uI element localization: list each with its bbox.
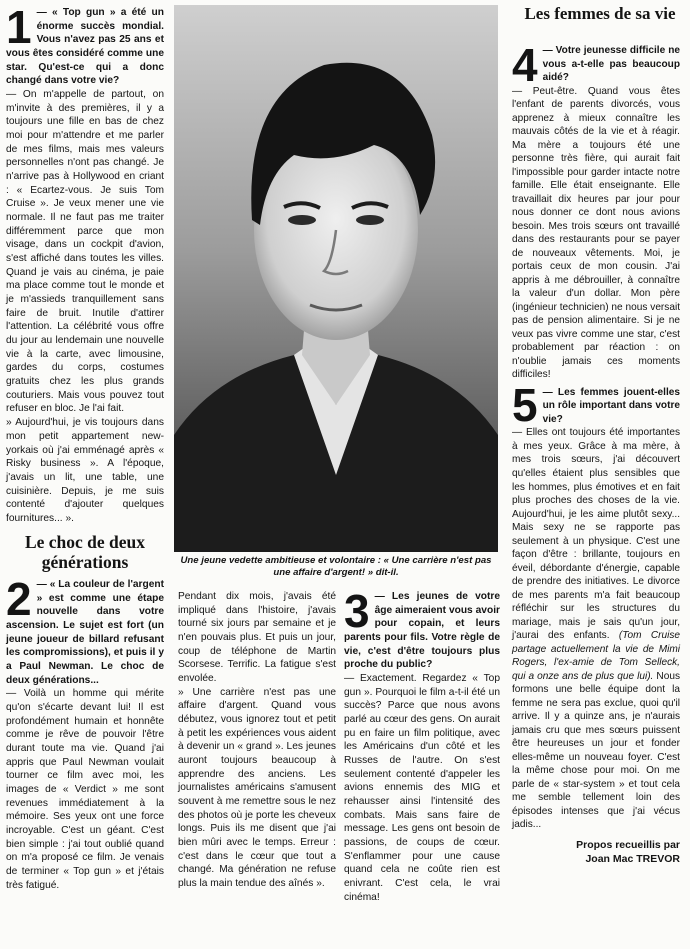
photo-caption: Une jeune vedette ambitieuse et volontaire : « Une carrière n'est pas une affaire d'argent! » dit-il. bbox=[180, 555, 492, 579]
answer-5-text: — Elles ont toujours été importantes à mes yeux. Grâce à ma mère, à mes trois sœurs, j'ai découvert qu'elles étaient plus sensibles que les hommes, plus émotives et en fait plus proches des choses de la vie. Aujourd'hui, je les aime plutôt sexy... Mais sexy ne se rapporte pas seulement à un physique. C'est une façon d'être : brillante, toujours en éveil, débordante d'énergie, capable de prendre des initiatives. Le divorce de mes parents m'a fait beaucoup réfléchir sur les structures du mariage, mais je sais qu'un jour, j'aurai des enfants. bbox=[512, 427, 680, 642]
answer-1-part-2: » Aujourd'hui, je vis toujours dans mon petit appartement new-yorkais où j'ai emménagé après « Risky business ». A l'époque, j'avais un lit, une table, une cuisinière. Depuis, je me suis contenté d'ajouter quelques fournitures... ». bbox=[6, 417, 164, 524]
answer-3: — Exactement. Regardez « Top gun ». Pourquoi le film a-t-il été un succès? Parce que nous avons parlé au cœur des gens. On aurait pu en faire un film politique, avec les Américains d'un côté et les Russes de l'autre. On s'est seulement contenté d'appeler les avions ennemis des MIG et rehausser ainsi l'intensité des combats. Mais sans faire de message. Les gens ont besoin de passions, de coups de cœur. S'enflammer pour une cause quand cela ne coûte rien est enivrant. C'est cela, le vrai cinéma! bbox=[344, 673, 500, 903]
answer-5-end: Nous formons une belle équipe dont la femme ne sera pas exclue, quoi qu'il arrive. Il y a quinze ans, je n'aurais jamais cru que mes sœurs puissent être heureuses un jour et fonder elles-même un nouveau foyer. C'est la même chose pour moi. On me parle de « star-system » et tout cela me semble tellement loin des épisodes intenses que j'ai vécus jadis... bbox=[512, 670, 680, 831]
answer-5 bbox=[512, 426, 680, 831]
column-1-bottom bbox=[6, 573, 164, 892]
answer-1-part-1: — On m'appelle de partout, on m'invite à des premières, il y a toujours une fille en bas de chez moi pour m'attendre et me parler de mes films, mais mes valeurs personnelles n'ont pas changé. Je n'arrive pas à Hollywood en criant : « Ecartez-vous. Je suis Tom Cruise ». Je veux mener une vie normale. Il ne faut pas me traiter différemment parce que mon visage, dans un cockpit d'avion, s'est affiché dans toutes les villes. Quand je vais au cinéma, je paie ma place comme tout le monde et je m'assieds tranquillement sans faire de bruit. Inutile d'attirer l'attention. La célébrité vous offre du jour au lendemain une nouvelle vie à la carte, avec limousine, gardes du corps, costumes gratuits chez les plus grands couturiers. Mais vous pouvez tout refuser en bloc. Je l'ai fait. bbox=[6, 89, 164, 415]
portrait-photo bbox=[174, 5, 498, 552]
question-number-1: 1 bbox=[6, 1, 32, 53]
answer-2-part-2: Pendant dix mois, j'avais été impliqué dans l'histoire, j'avais tourné six jours par semaine et je n'en pouvais plus. Et puis un jour, coup de téléphone de Martin Scorsese. Terrific. La fatigue s'est envolée. bbox=[178, 591, 336, 685]
column-2 bbox=[178, 590, 336, 891]
portrait-image bbox=[174, 5, 498, 552]
question-2: — « La couleur de l'argent » est comme une étape nouvelle dans votre ascension. Le sujet est fort (un jeune joueur de billard refusant les compromissions), et puis il y a Paul Newman. Le choc de deux générations... bbox=[6, 579, 164, 686]
question-5: — Les femmes jouent-elles un rôle important dans votre vie? bbox=[542, 386, 680, 425]
heading-femmes: Les femmes de sa vie bbox=[524, 4, 676, 23]
column-1 bbox=[6, 1, 164, 526]
question-1: — « Top gun » a été un énorme succès mondial. Vous n'avez pas 25 ans et vous êtes considéré comme une star. Qu'est-ce qui a donc changé dans votre vie? bbox=[6, 7, 164, 87]
heading-choc: Le choc de deux générations bbox=[24, 532, 146, 573]
answer-2-part-1: — Voilà un homme qui mérite qu'on s'écarte devant lui! Il est profondément humain et honnête comme je rêve de pouvoir l'être durant toute ma vie. Quand j'ai appris que Paul Newman voulait tourner ce film avec moi, les images de « Verdict » me sont revenues immédiatement à la mémoire. Ses yeux ont une force incroyable. C'est un géant. C'est bien simple : j'ai tout oublié quand on m'a proposé ce film. Je venais de terminer « Top gun » et j'étais très fatigué. bbox=[6, 688, 164, 891]
question-number-2: 2 bbox=[6, 573, 32, 625]
credit-line-2: Joan Mac TREVOR bbox=[585, 852, 680, 865]
column-4 bbox=[512, 39, 680, 866]
column-3 bbox=[344, 585, 500, 904]
answer-5-aside: (Tom Cruise partage actuellement la vie de Mimi Rogers, l'ex-amie de Tom Selleck, qui a onze ans de plus que lui). bbox=[512, 630, 680, 682]
answer-2-part-3: » Une carrière n'est pas une affaire d'argent. Quand vous débutez, vous ignorez tout et petit à petit les expériences vous aident à devenir un « grand ». Les jeunes auront toujours beaucoup à apprendre des anciens. Les journalistes américains s'amusent souvent à me remettre sous le nez des photos où je porte les cheveux longs. Puis ils me disent que j'ai bien mûri avec le temps. Erreur : c'est dans le cœur que tout a changé. Ma génération ne refuse plus la main tendue des aînés ». bbox=[178, 686, 336, 890]
question-3: — Les jeunes de votre âge aimeraient vous avoir pour copain, et leurs parents pour fils. Votre règle de vie, c'est d'être toujours plus proche du public? bbox=[344, 591, 500, 671]
question-4: — Votre jeunesse difficile ne vous a-t-elle pas beaucoup aidé? bbox=[542, 45, 680, 84]
question-number-3: 3 bbox=[344, 585, 370, 637]
question-number-4: 4 bbox=[512, 39, 538, 91]
answer-4: — Peut-être. Quand vous êtes l'enfant de parents divorcés, vous apprenez à mieux connaître les mauvais côtés de la vie et à réagir. Ma mère a toujours été une personne très fière, qui aurait fait l'impossible pour garder intacte notre famille. Elle était enseignante. Elle travaillait dix heures par jour pour nous donner ce dont nous avions besoin. Mes trois sœurs ont travaillé dans des restaurants pour se payer de nouveaux vêtements. Moi, je portais ceux de mon cousin. J'ai appris à me débrouiller, à connaître la valeur d'un dollar. Mon père (ingénieur technicien) ne nous versait pas de pension alimentaire. Si je ne veux pas vivre comme une star, c'est probablement par réaction : on n'oublie jamais ces moments difficiles! bbox=[512, 85, 680, 381]
credit-line-1: Propos recueillis par bbox=[576, 838, 680, 851]
question-number-5: 5 bbox=[512, 378, 538, 431]
